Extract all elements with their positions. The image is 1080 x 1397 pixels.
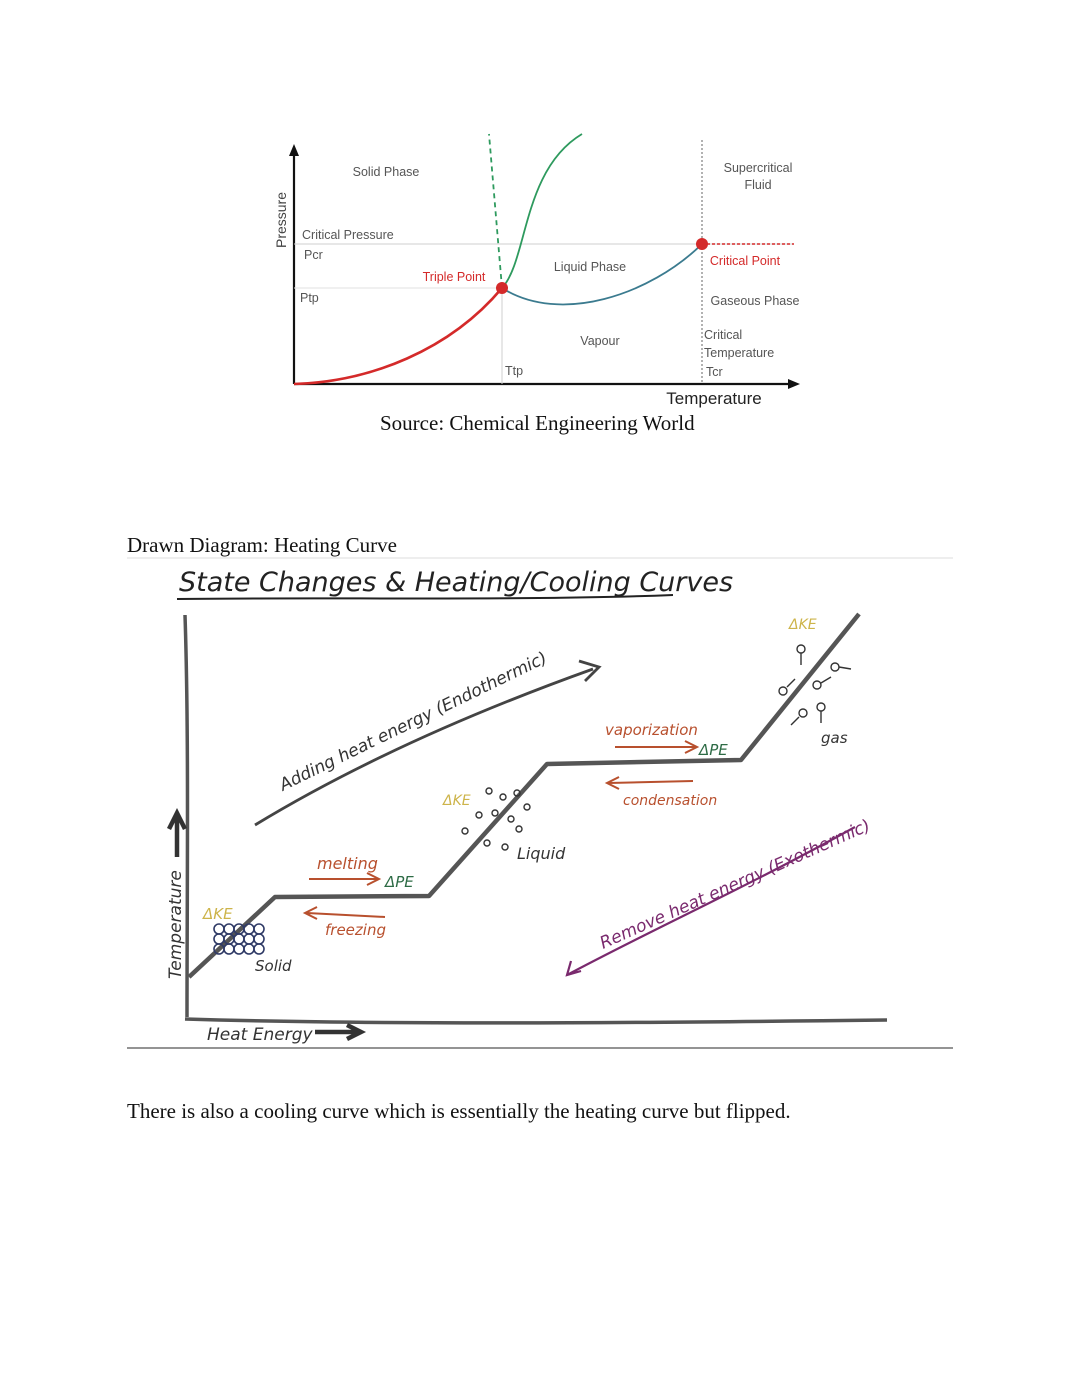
y-axis-label: Pressure [273,191,289,249]
pcr-label: Pcr [304,248,323,262]
critical-temperature-label-2: Temperature [704,346,775,360]
vapour-label: Vapour [580,334,620,348]
dpe-vap-label: ΔPE [699,741,728,759]
triple-point-label: Triple Point [422,270,486,284]
section-heading: Drawn Diagram: Heating Curve [127,533,397,557]
critical-pressure-label: Critical Pressure [302,228,394,242]
temperature-up-arrow [169,813,185,857]
gas-label: gas [821,729,848,747]
freezing-arrow [305,907,385,919]
sublimation-curve [294,288,502,384]
x-axis-label: Temperature [666,389,762,408]
sketch-title: State Changes & Heating/Cooling Curves [179,567,734,598]
critical-point-label: Critical Point [709,254,781,268]
removing-heat-label: Remove heat energy (Exothermic) [596,815,874,954]
vaporization-label: vaporization [605,721,698,739]
ptp-label: Ptp [300,291,319,305]
adding-heat-label: Adding heat energy (Endothermic) [276,648,551,796]
vaporization-curve [502,244,702,304]
heat-energy-arrow [315,1025,361,1039]
freezing-label: freezing [325,921,386,939]
dpe-melt-label: ΔPE [385,873,414,891]
liquid-phase-label: Liquid Phase [553,260,627,274]
melting-curve-dashed [489,134,502,288]
supercritical-label-2: Fluid [744,178,772,192]
sketch-x-axis [185,1019,887,1023]
condensation-arrow [607,777,693,789]
figure-caption: Source: Chemical Engineering World [380,411,695,435]
sketch-y-axis-label: Temperature [166,870,186,979]
condensation-label: condensation [623,793,718,809]
heating-curve-sketch [127,557,953,1049]
y-axis-arrow [289,144,299,156]
gaseous-phase-label: Gaseous Phase [710,294,800,308]
dke-liquid-label: ΔKE [443,793,471,809]
solid-label: Solid [255,957,292,975]
melting-arrow [309,873,379,885]
liquid-label: Liquid [517,844,566,863]
vaporization-arrow [615,741,697,753]
adding-heat-arrow [255,661,599,825]
melting-label: melting [317,854,378,873]
body-paragraph: There is also a cooling curve which is essentially the heating curve but flipped. [127,1099,791,1123]
phase-diagram [260,120,820,420]
triple-point-marker [496,282,508,294]
dke-solid-label: ΔKE [203,905,233,923]
x-axis-arrow [788,379,800,389]
critical-point-marker [696,238,708,250]
solid-phase-label: Solid Phase [352,165,420,179]
critical-temperature-label-1: Critical [704,328,743,342]
tcr-label: Tcr [706,365,723,379]
ttp-label: Ttp [504,364,524,378]
sketch-x-axis-label: Heat Energy [207,1025,313,1045]
dke-gas-label: ΔKE [789,617,817,633]
supercritical-label-1: Supercritical [723,161,793,175]
gas-particles [779,645,851,725]
